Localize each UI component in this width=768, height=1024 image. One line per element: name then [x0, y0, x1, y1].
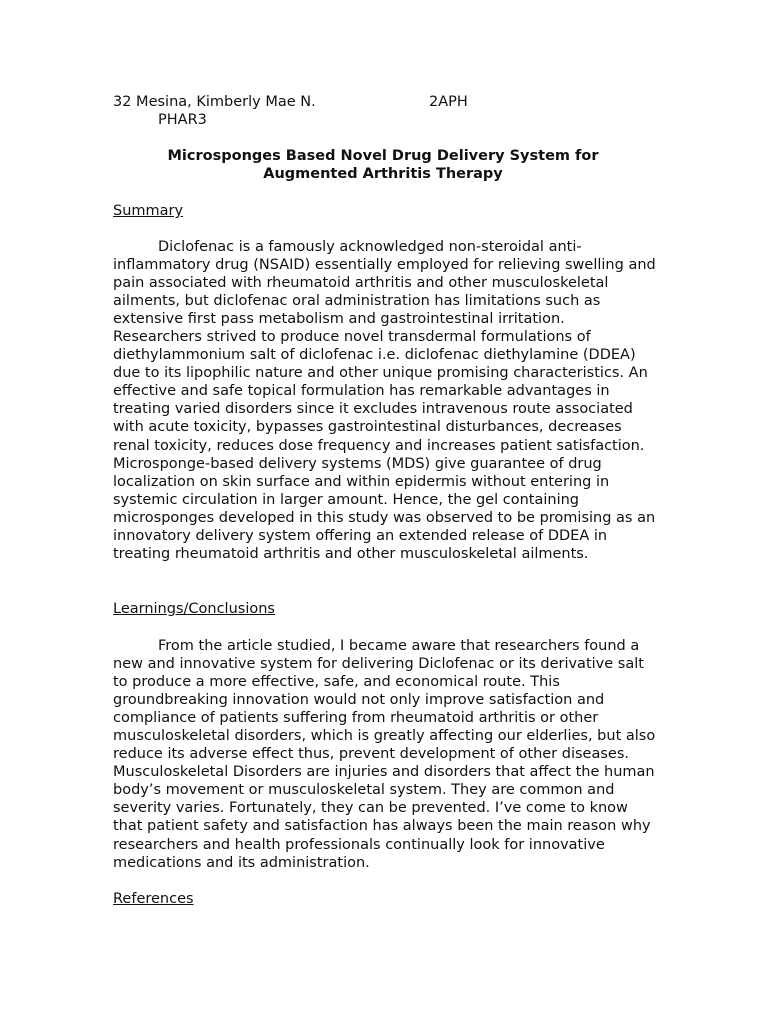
summary-line: irritation. Researchers strived to produce novel transdermal — [113, 311, 565, 346]
learnings-line: also reduce its adverse effect thus, prevent development of other — [113, 728, 656, 763]
title-line-1: Microsponges Based Novel Drug Delivery System for — [167, 148, 599, 164]
learnings-line: diseases. Musculoskeletal Disorders are injuries and disorders that — [113, 746, 629, 781]
summary-line: musculoskeletal ailments, but diclofenac oral administration has — [113, 275, 609, 310]
header-line — [113, 93, 468, 111]
references-heading: References — [113, 891, 194, 907]
learnings-line: a new and innovative system for delivering Diclofenac or its derivative — [113, 638, 640, 673]
learnings-line: look for innovative medications and its administration. — [113, 836, 605, 871]
section-label: 2APH — [429, 94, 468, 110]
summary-line: delivery systems (MDS) give guarantee of drug localization on skin — [113, 455, 602, 490]
title-line-2: Augmented Arthritis Therapy — [263, 166, 503, 182]
learnings-line: groundbreaking innovation would not only improve satisfaction and — [113, 692, 605, 709]
summary-line: formulations of diethylammonium salt of diclofenac i.e. diclofenac — [113, 329, 591, 364]
summary-line: diethylamine (DDEA) due to its lipophilic nature and other unique — [113, 347, 636, 382]
summary-line: remarkable advantages in treating varied disorders since it excludes — [113, 383, 610, 418]
learnings-line: salt to produce a more effective, safe, and economical route. This — [113, 656, 644, 691]
summary-line: limitations such as extensive first pass metabolism and gastrointestinal — [113, 293, 601, 328]
summary-paragraph — [113, 238, 658, 563]
learnings-line: From the article studied, I became aware that researchers found — [158, 638, 626, 654]
learnings-paragraph — [113, 637, 658, 872]
summary-line: promising characteristics. An effective and safe topical formulation has — [113, 365, 648, 400]
learnings-line: compliance of patients suffering from rheumatoid arthritis or other — [113, 710, 599, 727]
learnings-line: are common and severity varies. Fortunately, they can be prevented. — [113, 782, 615, 817]
document-title — [113, 147, 653, 183]
summary-line: surface and within epidermis without entering in systemic circulation in — [113, 473, 610, 508]
learnings-line: affect the human body’s movement or musculoskeletal system. They — [113, 764, 655, 799]
summary-line: larger amount. Hence, the gel containing microsponges developed in — [113, 491, 579, 526]
summary-line: system offering an extended release of DDEA in treating rheumatoid — [113, 527, 608, 562]
learnings-line: I’ve come to know that patient safety and satisfaction has always been — [113, 800, 628, 835]
summary-line: gastrointestinal disturbances, decreases renal toxicity, reduces dose — [113, 419, 622, 454]
summary-line: frequency and increases patient satisfaction. Microsponge-based — [113, 437, 645, 472]
summary-line: this study was observed to be promising as an innovatory delivery — [113, 509, 656, 544]
summary-heading: Summary — [113, 203, 184, 219]
summary-line: and pain associated with rheumatoid arthritis and other — [113, 257, 656, 292]
summary-line: intravenous route associated with acute toxicity, bypasses — [113, 401, 633, 436]
summary-line: arthritis and other musculoskeletal ailments. — [263, 545, 589, 562]
summary-line: inflammatory drug (NSAID) essentially employed for relieving swelling — [113, 257, 624, 274]
learnings-heading: Learnings/Conclusions — [113, 601, 275, 617]
student-name: 32 Mesina, Kimberly Mae N. — [113, 94, 316, 110]
learnings-line: the main reason why researchers and health professionals continually — [113, 818, 651, 853]
subject-code: PHAR3 — [158, 112, 207, 128]
summary-line: Diclofenac is a famously acknowledged non-steroidal anti- — [158, 239, 582, 255]
learnings-line: musculoskeletal disorders, which is greatly affecting our elderlies, but — [113, 728, 622, 745]
